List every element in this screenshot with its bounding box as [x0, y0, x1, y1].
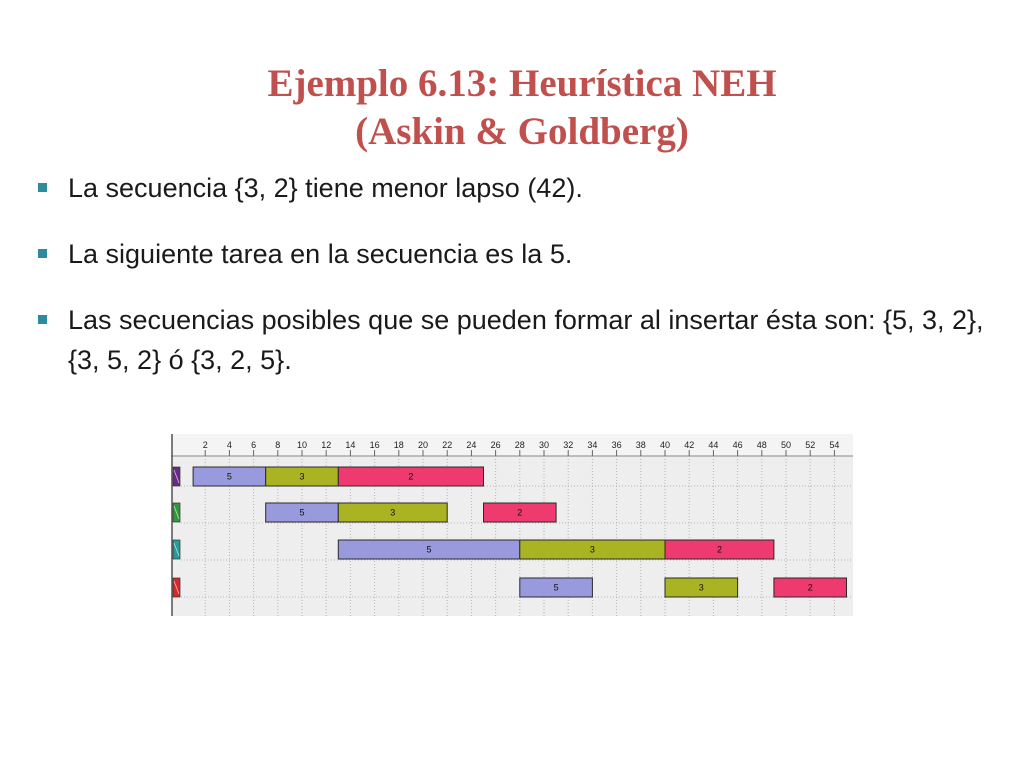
tick-label: 50: [780, 440, 792, 450]
tick-label: 52: [805, 440, 816, 450]
gantt-bar-label: 2: [716, 544, 722, 555]
tick-label: 32: [563, 440, 574, 450]
gantt-bar-label: 3: [589, 544, 595, 555]
tick-label: 16: [369, 440, 380, 450]
gantt-bar-label: 3: [698, 582, 704, 593]
bullet-text: La siguiente tarea en la secuencia es la 5.: [68, 239, 573, 269]
slide-title: [0, 60, 1024, 156]
chart-header: [171, 434, 853, 456]
tick-label: 44: [708, 440, 719, 450]
tick-label: 34: [587, 440, 598, 450]
tick-label: 46: [732, 440, 743, 450]
tick-label: 8: [275, 440, 281, 450]
bullet-marker-icon: [38, 183, 47, 192]
title-line-2: (Askin & Goldberg): [355, 110, 689, 153]
gantt-bar-label: 2: [408, 471, 414, 482]
tick-label: 54: [829, 440, 840, 450]
bullet-item: [36, 234, 996, 274]
bullet-marker-icon: [38, 249, 47, 258]
tick-label: 22: [442, 440, 453, 450]
tick-label: 12: [321, 440, 332, 450]
tick-label: 48: [756, 440, 767, 450]
tick-label: 6: [251, 440, 257, 450]
tick-label: 18: [393, 440, 404, 450]
tick-label: 28: [514, 440, 525, 450]
gantt-bar-label: 2: [807, 582, 813, 593]
tick-label: 20: [417, 440, 429, 450]
tick-label: 42: [684, 440, 695, 450]
tick-label: 38: [635, 440, 646, 450]
tick-label: 36: [611, 440, 622, 450]
gantt-bar-label: 5: [426, 544, 432, 555]
gantt-chart: [171, 434, 853, 616]
bullet-list: [36, 168, 996, 406]
title-line-1: Ejemplo 6.13: Heurística NEH: [267, 62, 777, 105]
bullet-item: [36, 168, 996, 208]
tick-label: 2: [202, 440, 208, 450]
bullet-text: Las secuencias posibles que se pueden formar al insertar ésta son: {5, 3, 2}, {3, 5, 2} ó {3, 2, 5}.: [68, 305, 984, 375]
tick-label: 26: [490, 440, 501, 450]
gantt-bar-label: 2: [517, 507, 523, 518]
gantt-bar-label: 3: [390, 507, 396, 518]
gantt-bar-label: 5: [226, 471, 232, 482]
gantt-bar-label: 5: [553, 582, 559, 593]
tick-label: 40: [659, 440, 671, 450]
gantt-bar-label: 5: [299, 507, 305, 518]
chart-background: [171, 434, 853, 616]
bullet-item: [36, 300, 996, 380]
tick-label: 24: [466, 440, 477, 450]
bullet-marker-icon: [38, 315, 47, 324]
bullet-text: La secuencia {3, 2} tiene menor lapso (42).: [68, 173, 583, 203]
tick-label: 14: [345, 440, 356, 450]
tick-label: 30: [538, 440, 550, 450]
tick-label: 10: [296, 440, 308, 450]
gantt-bar-label: 3: [299, 471, 305, 482]
tick-label: 4: [226, 440, 232, 450]
